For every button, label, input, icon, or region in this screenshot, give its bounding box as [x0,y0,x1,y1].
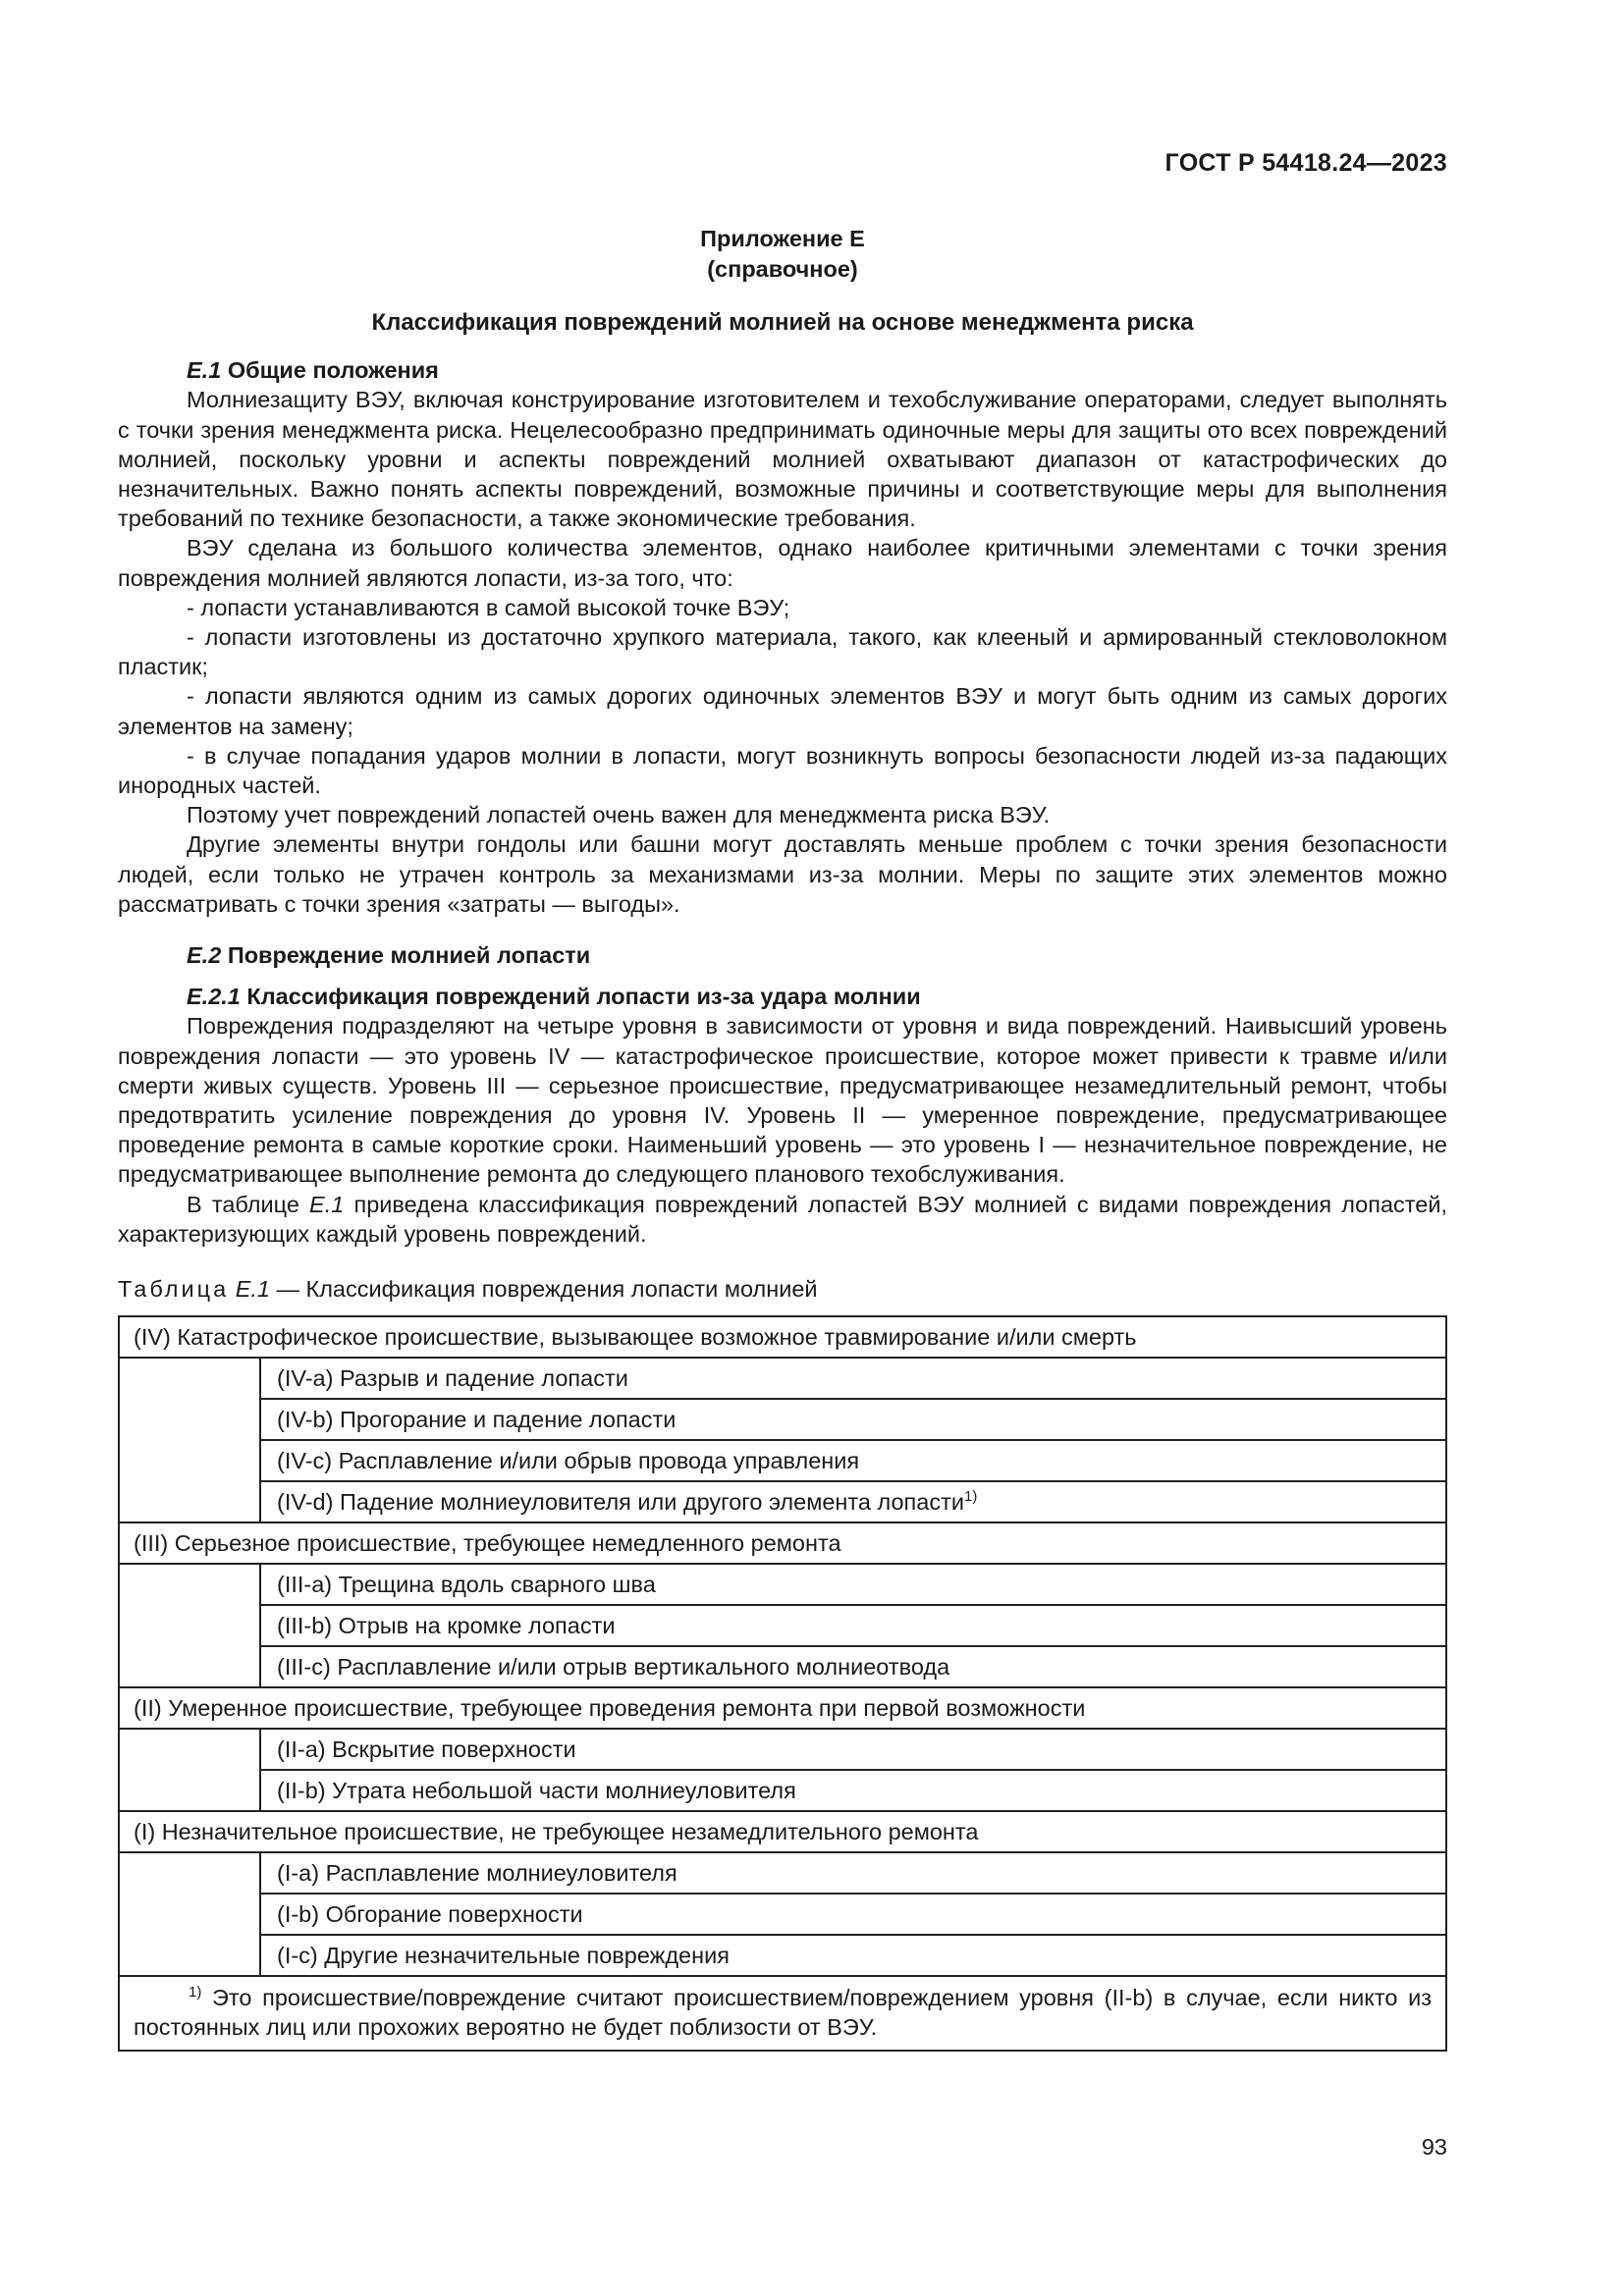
table-row [119,1646,1446,1687]
damage-type-cell: (IV-a) Разрыв и падение лопасти [260,1358,1446,1399]
paragraph-text: приведена классификация повреждений лопастей ВЭУ молнией с видами повреждения лопастей, характеризующих каждый уровень повреждений. [118,1191,1448,1247]
list-item: - в случае попадания ударов молнии в лопасти, могут возникнуть вопросы безопасности людей из-за падающих инородных частей. [118,742,1447,799]
table-caption-word: Таблица [118,1276,230,1303]
paragraph: ВЭУ сделана из большого количества элементов, однако наиболее критичными элементами с точки зрения повреждения молнией являются лопасти, из-за того, что: [118,535,1447,591]
table-row [119,1358,1446,1399]
table-footnote [119,1976,1446,2051]
paragraph-text: В таблице [187,1191,310,1217]
section-e21-heading [118,982,1447,1011]
section-e2-title: Повреждение молнией лопасти [227,942,591,969]
page-number: 93 [1421,2134,1447,2160]
section-e1-heading [118,355,1447,385]
paragraph: Поэтому учет повреждений лопастей очень важен для менеджмента риска ВЭУ. [187,802,1051,828]
list-item: - лопасти являются одним из самых дорогих одиночных элементов ВЭУ и могут быть одним из самых дорогих элементов на замену; [118,683,1447,739]
table-caption-number: Е.1 [235,1276,270,1303]
table-caption-text: — Классификация повреждения лопасти молнией [269,1276,818,1303]
paragraph: Другие элементы внутри гондолы или башни могут доставлять меньше проблем с точки зрения безопасности людей, если только не утрачен контроль за механизмами из-за молнии. Меры по защите этих элементов можно рассматривать с точки зрения «затраты — выгоды». [118,831,1447,917]
level-header-ii: (II) Умеренное происшествие, требующее проведения ремонта при первой возможности [119,1687,1446,1729]
level-header-iii: (III) Серьезное происшествие, требующее немедленного ремонта [119,1522,1446,1564]
page-content [118,224,1447,2052]
section-e21-title: Классификация повреждений лопасти из-за удара молнии [246,984,921,1010]
indent-cell [119,1358,260,1522]
damage-type-cell: (IV-c) Расплавление и/или обрыв провода управления [260,1440,1446,1481]
level-header-iv: (IV) Катастрофическое происшествие, вызывающее возможное травмирование и/или смерть [119,1316,1446,1358]
table-row [119,1811,1446,1852]
table-row [119,1976,1446,2051]
table-row [119,1935,1446,1976]
damage-type-cell: (III-c) Расплавление и/или отрыв вертикального молниеотвода [260,1646,1446,1687]
table-row [119,1316,1446,1358]
table-row [119,1564,1446,1605]
appendix-title: Приложение Е [700,226,865,251]
table-row [119,1852,1446,1894]
table-row [119,1481,1446,1522]
damage-type-cell: (III-b) Отрыв на кромке лопасти [260,1605,1446,1646]
indent-cell [119,1564,260,1687]
footnote-mark: 1) [964,1488,978,1506]
table-row [119,1399,1446,1440]
damage-type-cell: (III-a) Трещина вдоль сварного шва [260,1564,1446,1605]
section-e1-title: Общие положения [227,357,439,384]
section-e21-number: Е.2.1 [187,984,241,1010]
level-header-i: (I) Незначительное происшествие, не требующее незамедлительного ремонта [119,1811,1446,1852]
section-e2-heading [118,940,1447,970]
list-item: - лопасти изготовлены из достаточно хрупкого материала, такого, как клееный и армированный стекловолокном пластик; [118,624,1447,680]
paragraph: Повреждения подразделяют на четыре уровня в зависимости от уровня и вида повреждений. Наивысший уровень повреждения лопасти — это уровень IV — катастрофическое происшествие, которое может привести к травме и/или смерти живых существ. Уровень III — серьезное происшествие, предусматривающее незамедлительный ремонт, чтобы предотвратить усиление повреждения до уровня IV. Уровень II — умеренное повреждение, предусматривающее проведение ремонта в самые короткие сроки. Наименьший уровень — это уровень I — незначительное повреждение, не предусматривающее выполнение ремонта до следующего планового техобслуживания. [118,1013,1447,1188]
appendix-note: (справочное) [707,256,858,282]
table-row [119,1894,1446,1935]
table-row [119,1522,1446,1564]
table-caption [118,1274,1447,1304]
section-e2-number: Е.2 [187,942,222,969]
paragraph [118,1190,1447,1249]
damage-type-cell: (II-b) Утрата небольшой части молниеуловителя [260,1770,1446,1811]
classification-table [118,1315,1447,2052]
damage-type-text: (IV-d) Падение молниеуловителя или другого элемента лопасти [277,1489,964,1516]
section-e1-number: Е.1 [187,357,222,384]
document-title: Классификация повреждений молнией на основе менеджмента риска [371,309,1194,336]
indent-cell [119,1852,260,1976]
table-row [119,1729,1446,1770]
damage-type-cell: (II-a) Вскрытие поверхности [260,1729,1446,1770]
footnote-text: Это происшествие/повреждение считают происшествием/повреждением уровня (II-b) в случае, если никто из постоянных лиц или прохожих вероятно не будет поблизости от ВЭУ. [134,1985,1432,2041]
damage-type-cell [260,1481,1446,1522]
table-row [119,1770,1446,1811]
list-item: - лопасти устанавливаются в самой высокой точке ВЭУ; [187,594,790,620]
paragraph: Молниезащиту ВЭУ, включая конструирование изготовителем и техобслуживание операторами, следует выполнять с точки зрения менеджмента риска. Нецелесообразно предпринимать одиночные меры для защиты ото всех повреждений молнией, поскольку уровни и аспекты повреждений молнией охватывают диапазон от катастрофических до незначительных. Важно понять аспекты повреждений, возможные причины и соответствующие меры для выполнения требований по технике безопасности, а также экономические требования. [118,387,1447,532]
table-reference: Е.1 [309,1191,345,1217]
damage-type-cell: (I-c) Другие незначительные повреждения [260,1935,1446,1976]
table-row [119,1440,1446,1481]
damage-type-cell: (I-a) Расплавление молниеуловителя [260,1852,1446,1894]
table-row [119,1605,1446,1646]
table-row [119,1687,1446,1729]
damage-type-cell: (IV-b) Прогорание и падение лопасти [260,1399,1446,1440]
indent-cell [119,1729,260,1811]
standard-number: ГОСТ Р 54418.24—2023 [1164,149,1447,177]
footnote-mark: 1) [189,1984,202,2002]
damage-type-cell: (I-b) Обгорание поверхности [260,1894,1446,1935]
